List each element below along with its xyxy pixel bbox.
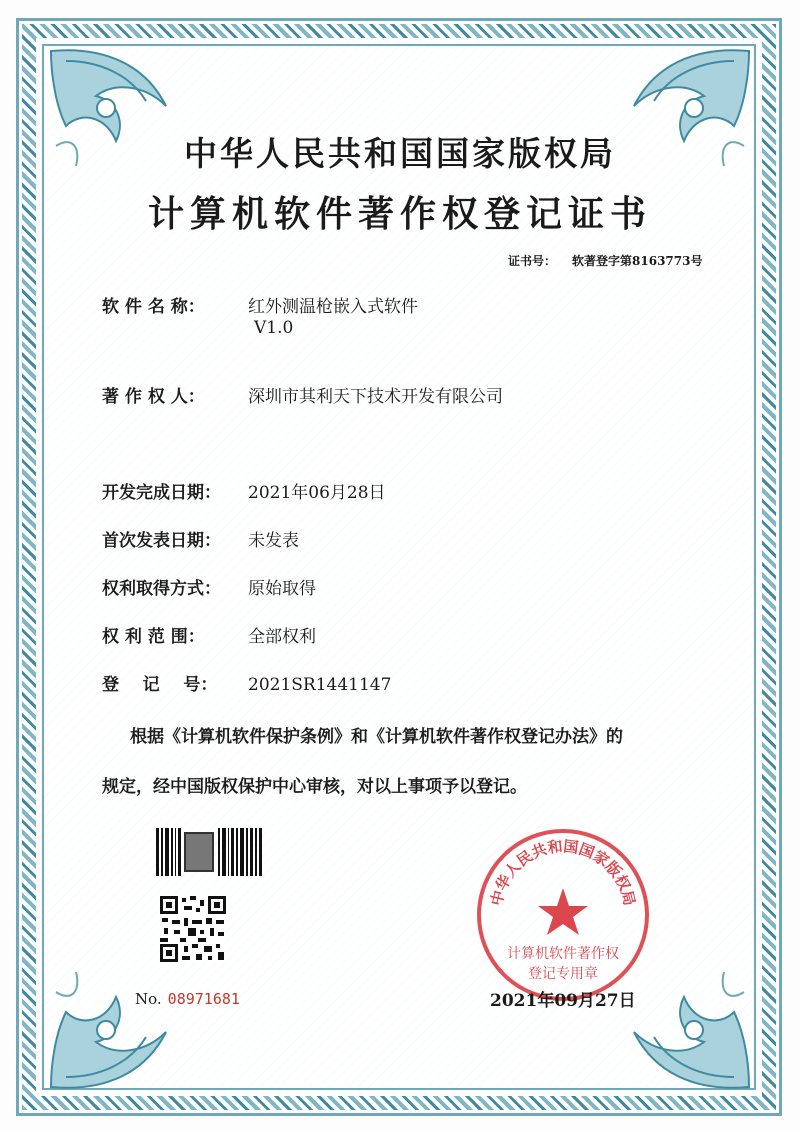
issue-date: 2021年09月27日	[490, 991, 636, 1011]
field-value: 2021SR1441147	[248, 675, 392, 695]
field-value: 深圳市其利天下技术开发有限公司	[248, 387, 503, 407]
field-value: 全部权利	[248, 627, 316, 647]
statement-line-1: 根据《计算机软件保护条例》和《计算机软件著作权登记办法》的	[130, 727, 623, 747]
field-completion-date	[102, 478, 386, 503]
certificate-title: 计算机软件著作权登记证书	[147, 193, 652, 235]
certificate-number-value: 软著登字第8163773号	[572, 254, 703, 268]
star-icon	[538, 888, 588, 935]
field-label: 开发完成日期：	[102, 483, 221, 503]
corner-ornament-icon	[46, 962, 196, 1092]
field-registration-number	[102, 670, 391, 695]
seal-arc-text: 中华人民共和国国家版权局	[487, 837, 639, 908]
field-value: 红外测温枪嵌入式软件	[248, 297, 418, 317]
field-value: 未发表	[248, 531, 299, 551]
qr-code-icon	[160, 896, 226, 962]
field-label: 权 利 范 围：	[102, 627, 205, 647]
certificate-number-label: 证书号：	[508, 254, 557, 268]
seal-text-line-2: 登记专用章	[528, 966, 598, 982]
field-software-name	[102, 292, 418, 338]
field-value: 2021年06月28日	[248, 483, 386, 503]
field-value-version: V1.0	[254, 318, 294, 338]
serial-label: No.	[135, 990, 162, 1008]
serial-number	[135, 990, 240, 1008]
field-rights-scope	[102, 622, 316, 647]
field-label: 权利取得方式：	[102, 579, 221, 599]
seal-text-line-1: 计算机软件著作权	[507, 946, 619, 962]
issuer-title: 中华人民共和国国家版权局	[184, 134, 616, 173]
field-copyright-owner	[102, 382, 503, 407]
official-seal	[474, 826, 652, 1004]
field-label: 登 记 号：	[102, 675, 218, 695]
field-label: 软 件 名 称：	[102, 297, 205, 317]
statement-line-2: 规定，经中国版权保护中心审核，对以上事项予以登记。	[102, 777, 527, 797]
certificate-number	[508, 252, 702, 269]
serial-value: 08971681	[167, 990, 240, 1008]
field-label: 著 作 权 人：	[102, 387, 205, 407]
barcode-icon	[156, 828, 262, 876]
field-acquisition-method	[102, 574, 316, 599]
field-value: 原始取得	[248, 579, 316, 599]
field-label: 首次发表日期：	[102, 531, 221, 551]
field-publication-date	[102, 526, 299, 551]
